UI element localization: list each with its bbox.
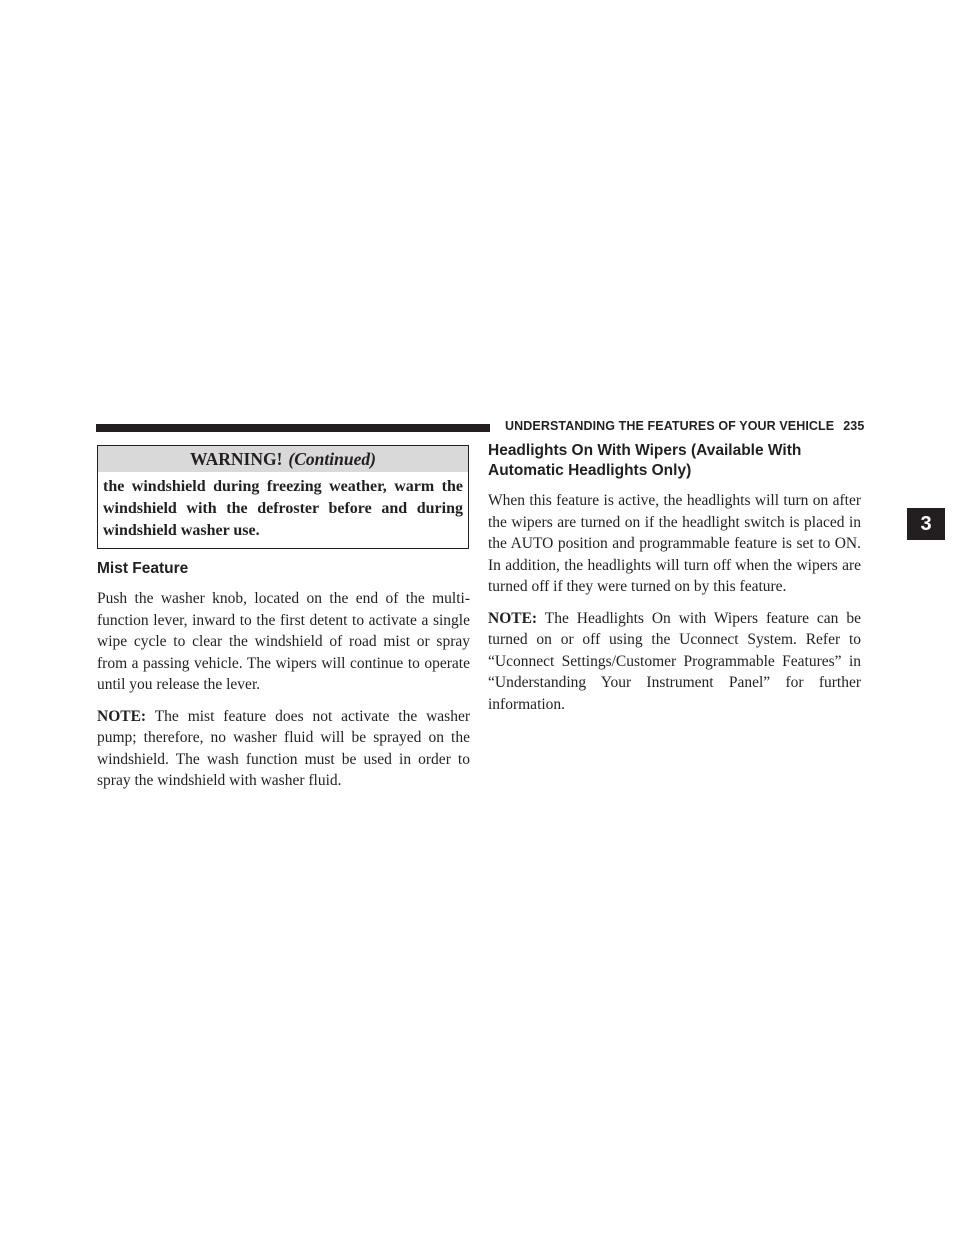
page-number: 235 [843,419,865,433]
note-text: The mist feature does not activate the washer pump; therefore, no washer fluid will be sprayed on the windshield. The wash function must be used in order to spray the windshield with washer fluid. [97,707,470,789]
mist-paragraph: Push the washer knob, located on the end of the multi-function lever, inward to the first detent to activate a single wipe cycle to clear the windshield of road mist or spray from a passing vehicle. The wipers will continue to operate until you release the lever. [97,590,470,693]
mist-note [97,706,470,792]
running-header [505,419,864,433]
headlights-paragraph: When this feature is active, the headlights will turn on after the wipers are turned on if the headlight switch is placed in the AUTO position and programmable feature is set to ON. In addition, the headlights will turn off when the wipers are turned off if they were turned on by this feature. [488,492,861,595]
headlights-heading: Headlights On With Wipers (Available With Automatic Headlights Only) [488,442,802,479]
left-column [97,445,470,802]
note-text: The Headlights On with Wipers feature can be turned on or off using the Uconnect System. Refer to “Uconnect Settings/Customer Programmable Features” in “Understanding Your Instrument Panel” for further information. [488,609,861,713]
warning-header [98,446,468,472]
note-label: NOTE: [97,707,147,725]
warning-box [97,445,469,549]
section-title: UNDERSTANDING THE FEATURES OF YOUR VEHICLE [505,419,835,433]
headlights-note [488,608,861,716]
warning-continued: (Continued) [288,449,376,469]
header-rule [96,424,490,432]
note-label: NOTE: [488,609,538,627]
warning-label: WARNING! [190,449,283,469]
right-column [488,441,861,725]
chapter-tab: 3 [907,508,945,540]
warning-text: the windshield during freezing weather, warm the windshield with the defroster before and during windshield washer use. [103,478,463,539]
mist-heading: Mist Feature [97,560,189,577]
